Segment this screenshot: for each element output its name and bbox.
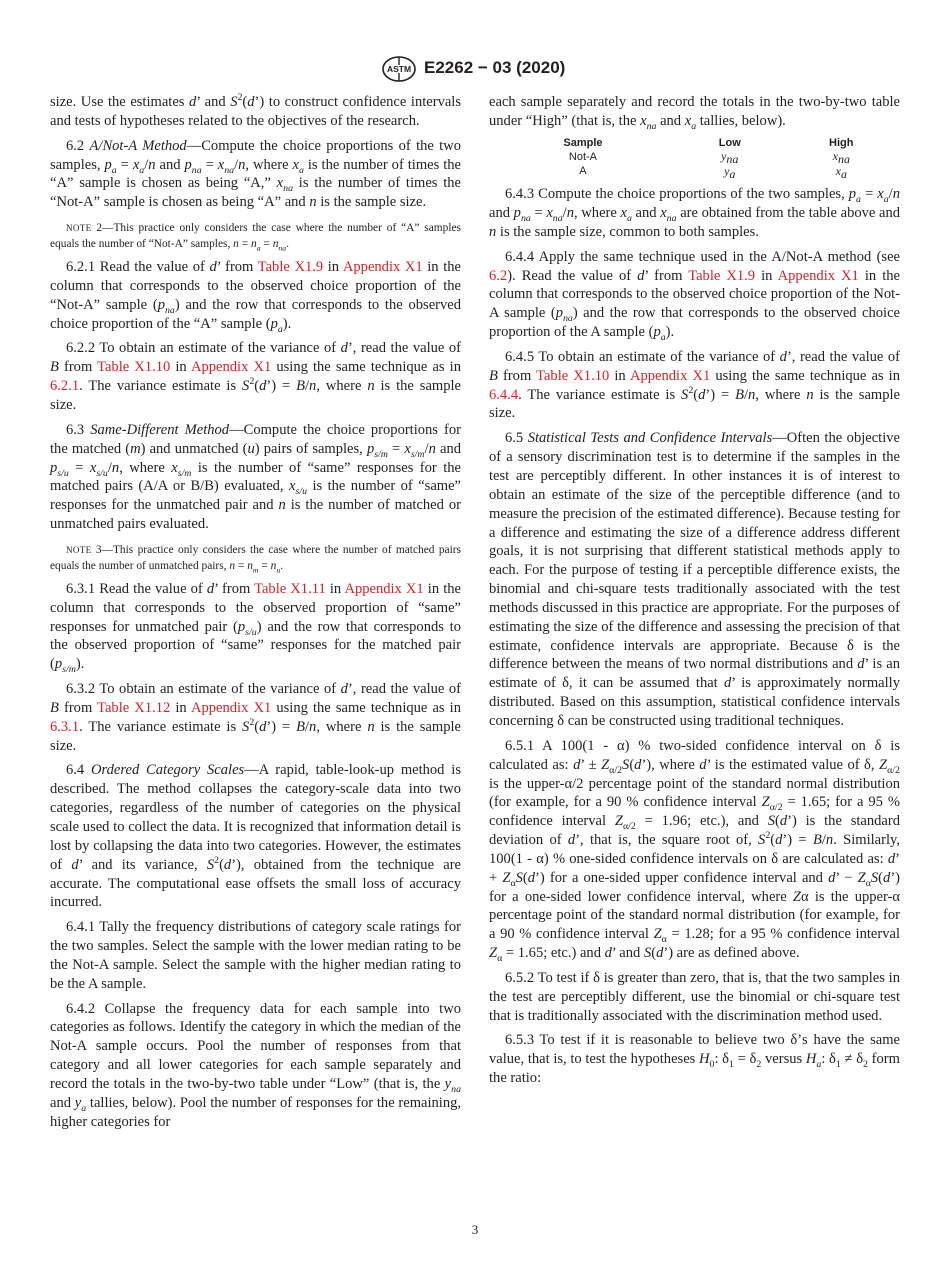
section-6-4-1: 6.4.1 Tally the frequency distributions of category scale ratings for the two samples. Select the sample with the lower median rating to be the Not-A sample. Select the sample with the higher median rating to be the A sample. xyxy=(50,919,461,992)
appendix-x1-link[interactable]: Appendix X1 xyxy=(191,699,272,716)
appendix-x1-link[interactable]: Appendix X1 xyxy=(630,367,711,384)
section-6-5-2: 6.5.2 To test if δ is greater than zero, that is, that the two samples in the test are perceptibly different, use the binomial or chi-square test that is traditionally associated with the discrimination method used. xyxy=(489,969,900,1024)
section-6-4-4: 6.4.4 Apply the same technique used in the A/Not-A method (see 6.2). Read the value of d’ from Table X1.9 in Appendix X1 in the column that corresponds to the observed choice proportion of the Not-A sample $(p_{na})$ and the row that corresponds to the observed choice proportion of the A sample $(p_a)$. xyxy=(489,248,900,343)
section-6-4-4-link[interactable]: 6.4.4 xyxy=(489,386,519,403)
left-column xyxy=(50,93,461,1138)
table-x1-9-link[interactable]: Table X1.9 xyxy=(257,259,324,276)
table-x1-12-link[interactable]: Table X1.12 xyxy=(97,699,171,716)
section-6-4-2: 6.4.2 Collapse the frequency data for each sample into two categories as follows. Identify the category in which the median of the Not-A sample occurs. Pool the number of responses from that category and all lower categories for each sample separately and record the totals in the two-by-two table under “Low” (that is, the $y_{na}$ and $y_a$ tallies, below). Pool the number of responses for the remaining, higher categories for xyxy=(50,1000,462,1130)
right-column xyxy=(489,93,900,1094)
section-6-3-1-link[interactable]: 6.3.1 xyxy=(50,718,80,735)
appendix-x1-link[interactable]: Appendix X1 xyxy=(191,359,272,376)
table-cell: $y_a$ xyxy=(724,163,736,181)
table-header-row xyxy=(489,137,900,151)
appendix-x1-link[interactable]: Appendix X1 xyxy=(342,259,423,276)
column-header: Low xyxy=(718,136,741,149)
section-6-5-1: 6.5.1 A 100(1 - α) % two-sided confidence interval on δ is calculated as: d’ ± $Z_{\alpha/2}S(d’)$, where d’ is the estimated value of δ, $Z_{\alpha/2}$ is the upper-α/2 percentage point of the standard normal distribution (for example, for a 90 % confidence interval $Z_{\alpha/2} = 1.65$; for a 95 % confidence interval $Z_{\alpha/2} = 1.96$; etc.), and S(d’) is the standard deviation of d’, that is, the square root of, $S^2(d’) = B/n$. Similarly, 100(1 - α) % one-sided confidence intervals on δ are calculated as: d’ + $Z_\alpha S(d’)$ for a one-sided upper confidence interval and d’ − $Z_\alpha S(d’)$ for a one-sided lower confidence interval, where Zα is the upper-α percentage point of the standard normal distribution (for example, for a 90 % confidence interval $Z_\alpha = 1.28$; for a 95 % confidence interval $Z_\alpha = 1.65$; etc.) and d’ and S(d’) are as defined above. xyxy=(489,737,901,964)
section-6-4: 6.4 Ordered Category Scales—A rapid, table-look-up method is described. The method collapses the category-scale data into two categories, regardless of the number of categories on the physical scale used to collect the data. It is recognized that information detail is lost by collapsing the data into two categories. However, the estimates of d’ and its variance, $S^2(d’)$, obtained from the technique are accurate. The computational ease offsets the small loss of accuracy incurred. xyxy=(50,762,461,911)
table-x1-9-link[interactable]: Table X1.9 xyxy=(688,267,756,284)
section-6-3-2: 6.3.2 To obtain an estimate of the variance of d’, read the value of B from Table X1.12 in Appendix X1 using the same technique as in 6.3.1. The variance estimate is $S^2(d’) = B/n$, where n is the sample size. xyxy=(50,681,461,754)
appendix-x1-link[interactable]: Appendix X1 xyxy=(777,267,859,284)
section-6-3-1: 6.3.1 Read the value of d’ from Table X1.11 in Appendix X1 in the column that corresponds to the observed proportion of “same” responses for unmatched pair $(p_{s/u})$ and the row that corresponds to the observed proportion of “same” responses for the matched pair $(p_{s/m})$. xyxy=(50,580,461,676)
table-x1-10-link[interactable]: Table X1.10 xyxy=(536,367,610,384)
table-row xyxy=(489,165,900,180)
section-6-2: 6.2 A/Not-A Method—Compute the choice proportions of the two samples, $p_a = x_a/n$ and $p_{na} = x_{na}/n$, where $x_a$ is the number of times the “A” sample is chosen as being “A,” $x_{na}$ is the number of times the “Not-A” sample is chosen as being “A” and n is the sample size. xyxy=(50,137,462,211)
appendix-x1-link[interactable]: Appendix X1 xyxy=(344,580,424,597)
table-cell: A xyxy=(579,165,587,178)
note-2: NOTE 2—This practice only considers the case where the number of “A” samples equals the number of “Not-A” samples, $n = n_a = n_{na}$. xyxy=(50,222,461,253)
table-cell: $x_a$ xyxy=(835,163,847,181)
section-6-5-3: 6.5.3 To test if it is reasonable to believe two δ’s have the same value, that is, to test the hypotheses $H_0$: $\delta_1 = \delta_2$ versus $H_a$: $\delta_1 \ne \delta_2$ form the ratio: xyxy=(489,1032,900,1087)
paragraph: size. Use the estimates d’ and $S^2(d’)$ to construct confidence intervals and tests of hypotheses related to the objectives of the research. xyxy=(50,92,461,129)
page-number: 3 xyxy=(471,1222,479,1237)
section-6-2-1: 6.2.1 Read the value of d’ from Table X1.9 in Appendix X1 in the column that corresponds to the observed choice proportion of the “Not-A” sample $(p_{na})$ and the row that corresponds to the observed choice proportion of the “A” sample $(p_a)$. xyxy=(50,259,461,335)
table-row xyxy=(489,150,900,165)
column-header: Sample xyxy=(563,136,603,149)
table-cell: Not-A xyxy=(568,150,598,163)
paragraph: each sample separately and record the totals in the two-by-two table under “High” (that is, the $x_{na}$ and $x_a$ tallies, below). xyxy=(489,94,900,132)
section-6-2-1-link[interactable]: 6.2.1 xyxy=(50,378,80,395)
table-cell: $x_{na}$ xyxy=(832,149,850,167)
section-6-2-link[interactable]: 6.2 xyxy=(489,267,508,284)
column-header: High xyxy=(829,136,854,149)
tally-table xyxy=(489,137,900,180)
svg-text:ASTM: ASTM xyxy=(386,64,412,74)
section-6-3: 6.3 Same-Different Method—Compute the choice proportions for the matched (m) and unmatched (u) pairs of samples, $p_{s/m} = x_{s/m}/n$ and $p_{s/u} = x_{s/u}/n$, where $x_{s/m}$ is the number of “same” responses for the matched pairs (A/A or B/B) evaluated, $x_{s/u}$ is the number of “same” responses for the unmatched pair and n is the number of matched or unmatched pairs evaluated. xyxy=(50,421,462,533)
note-3: NOTE 3—This practice only considers the case where the number of matched pairs equals the number of unmatched pairs, $n = n_m = n_u$. xyxy=(50,543,461,575)
table-x1-10-link[interactable]: Table X1.10 xyxy=(97,359,171,376)
table-x1-11-link[interactable]: Table X1.11 xyxy=(254,580,326,597)
table-cell: $y_{na}$ xyxy=(721,149,739,167)
section-6-4-3: 6.4.3 Compute the choice proportions of the two samples, $p_a = x_a/n$ and $p_{na} = x_{na}/n$, where $x_a$ and $x_{na}$ are obtained from the table above and n is the sample size, common to both samples. xyxy=(489,186,901,240)
section-6-4-5: 6.4.5 To obtain an estimate of the variance of d’, read the value of B from Table X1.10 in Appendix X1 using the same technique as in 6.4.4. The variance estimate is $S^2(d’) = B/n$, where n is the sample size. xyxy=(489,348,900,422)
standard-designation: E2262 − 03 (2020) xyxy=(424,58,566,77)
astm-logo xyxy=(381,55,417,83)
section-6-2-2: 6.2.2 To obtain an estimate of the variance of d’, read the value of B from Table X1.10 in Appendix X1 using the same technique as in 6.2.1. The variance estimate is $S^2(d’) = B/n$, where n is the sample size. xyxy=(50,340,461,413)
page-header xyxy=(0,55,950,85)
section-6-5: 6.5 Statistical Tests and Confidence Intervals—Often the objective of a sensory discrimination test is to determine if the samples in the test are perceptibly different. In other instances it is of interest to obtain an estimate of the size of the perceptible difference (and to measure the precision of the estimated difference). Because testing for a difference and estimating the size of a difference address different goals, it is not surprising that different statistical methods apply to each. For the purpose of testing if a perceptible difference exists, the binomial and chi-square tests traditionally associated with the test methods discussed in this practice are appropriate. For the purposes of estimating the size of the difference and assessing the precision of that estimate, confidence intervals are appropriate. Because δ is the difference between the means of two normal distributions and d’ is an estimate of δ, it can be assumed that d’ is approximately normally distributed. Based on this assumption, statistical confidence intervals concerning δ can be constructed using traditional techniques. xyxy=(489,430,900,729)
